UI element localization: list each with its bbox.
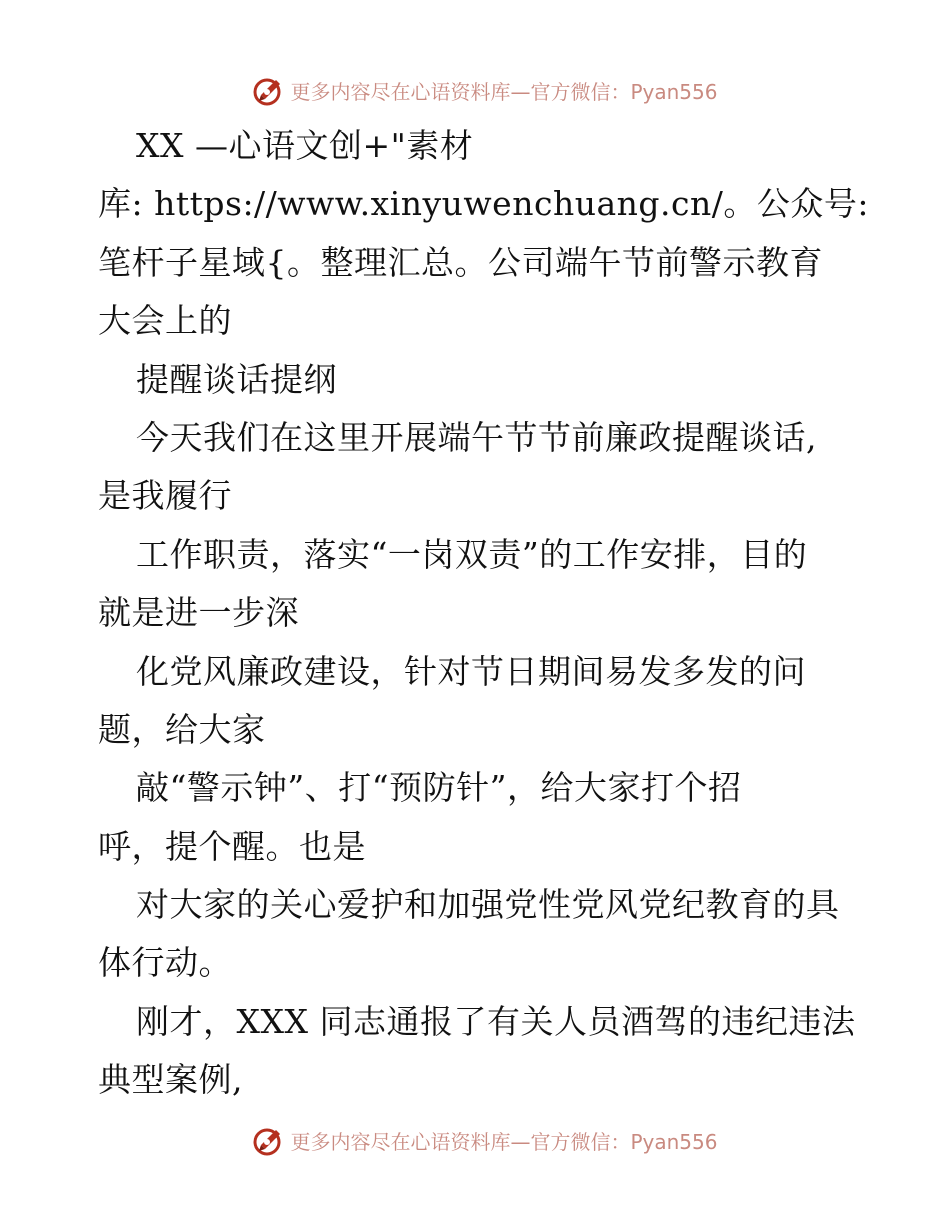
document-line: 库: https://www.xinyuwenchuang.cn/。公众号: [98,184,869,224]
footer-banner [0,1120,950,1160]
document-line: 刚才，XXX 同志通报了有关人员酒驾的违纪违法 [136,1001,856,1041]
header-banner-text: 更多内容尽在心语资料库—官方微信：Pyan556 [290,79,718,104]
document-line: 就是进一步深 [98,593,299,633]
document-line: 体行动。 [98,943,232,983]
document-line: 呼，提个醒。也是 [98,826,366,866]
document-line: 对大家的关心爱护和加强党性党风党纪教育的具 [136,885,840,925]
document-body [98,117,869,1110]
document-line: 笔杆子星域{。整理汇总。公司端午节前警示教育 [98,242,823,282]
footer-banner-text: 更多内容尽在心语资料库—官方微信：Pyan556 [290,1129,718,1154]
document-title-line: 提醒谈话提纲 [136,359,337,399]
document-line: 今天我们在这里开展端午节节前廉政提醒谈话, [136,417,817,457]
pen-logo-icon [252,73,286,107]
document-line: 典型案例, [98,1060,243,1100]
document-line: 敲“警示钟”、打“预防针”，给大家打个招 [136,768,742,808]
document-line: 化党风廉政建设，针对节日期间易发多发的问 [136,651,806,691]
document-line: 题，给大家 [98,709,266,749]
document-line: 工作职责，落实“一岗双责”的工作安排，目的 [136,534,808,574]
header-banner [0,70,950,110]
document-line: 是我履行 [98,476,232,516]
document-line: 大会上的 [98,301,232,341]
document-line: XX —心语文创+"素材 [136,126,474,165]
pen-logo-icon [252,1123,286,1157]
